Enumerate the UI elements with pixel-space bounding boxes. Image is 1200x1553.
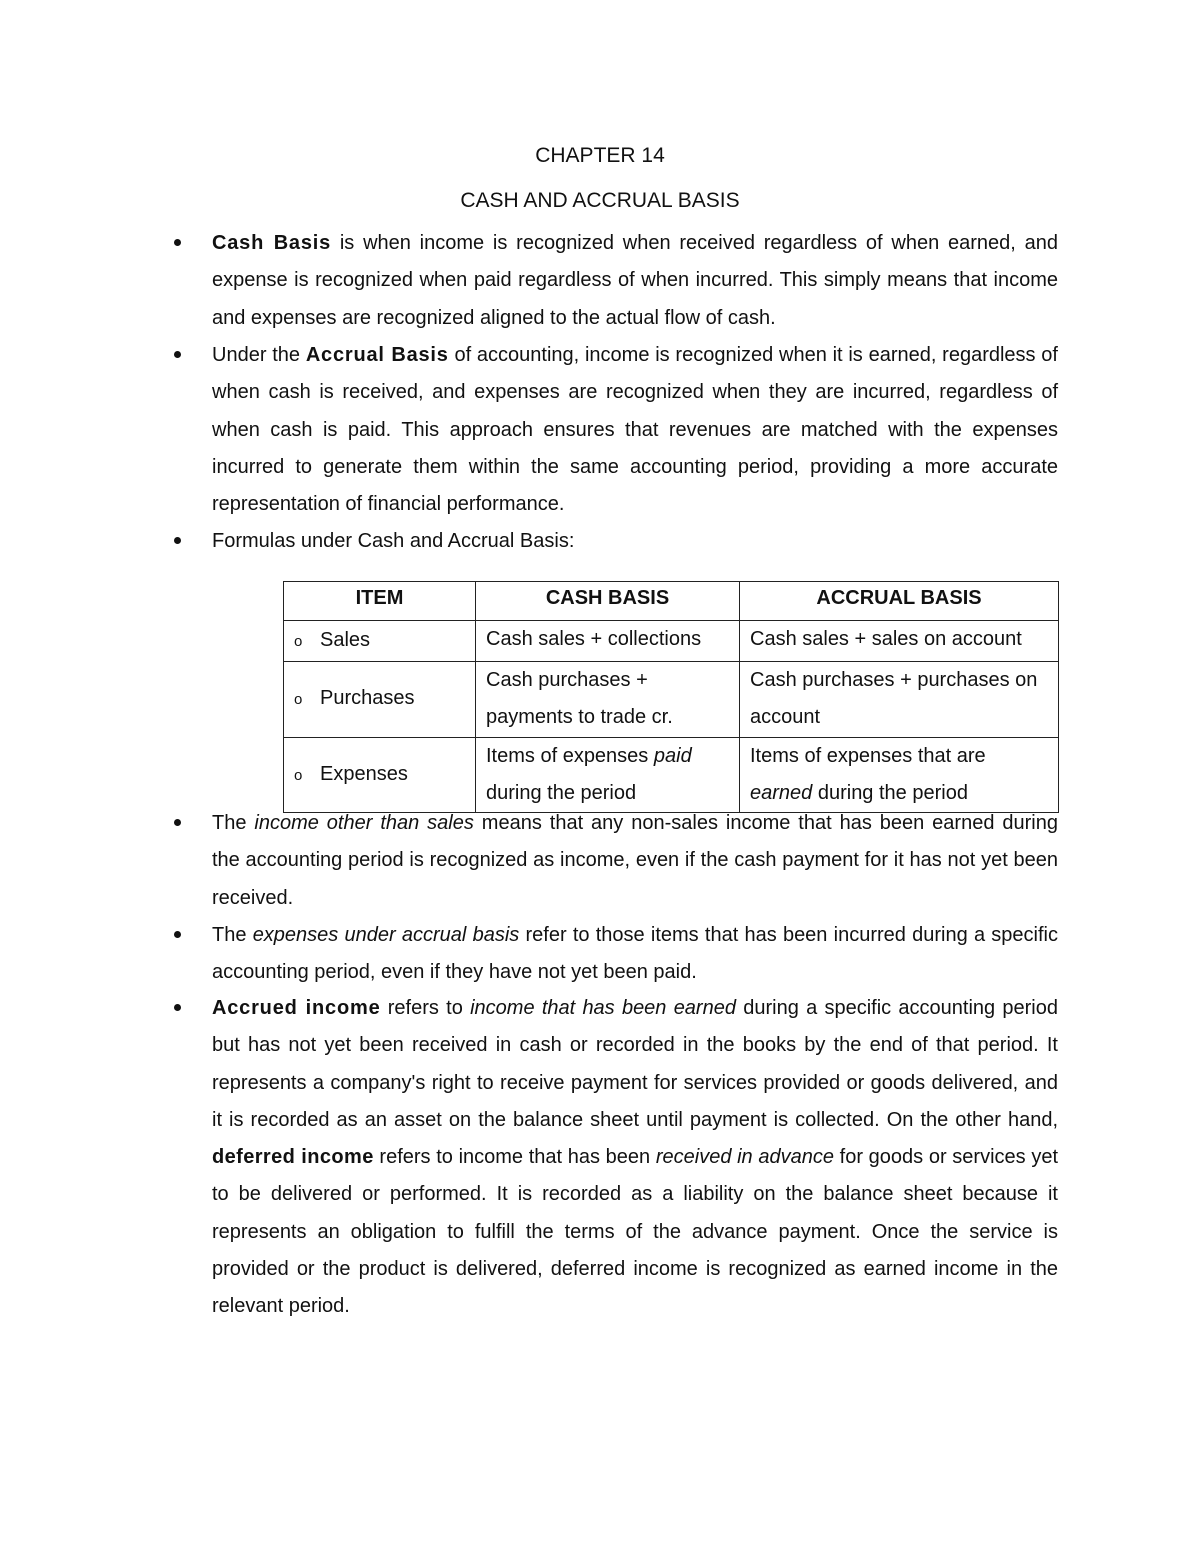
sub-bullet-icon: o (294, 632, 303, 650)
sub-bullet-icon: o (294, 691, 303, 709)
bullet-dot-icon (174, 239, 181, 246)
cell-text: during the period (486, 781, 637, 804)
item-label: Purchases (320, 687, 415, 710)
header-accrual-basis: ACCRUAL BASIS (740, 582, 1059, 621)
paragraph (212, 337, 1058, 523)
accrual-cell: Cash sales + sales on account (740, 621, 1059, 662)
bullet-dot-icon (174, 537, 181, 544)
paragraph (212, 917, 1058, 992)
paragraph-pre: The (212, 812, 255, 834)
paragraph-emphasis: expenses under accrual basis (252, 924, 520, 946)
paragraph-text: refer to those items that has been incurred during a specific accounting period, even if they have not yet been paid. (212, 924, 1058, 984)
paragraph-text: is when income is recognized when received regardless of when earned, and expense is recognized when paid regardless of when incurred. This simply means that income and expenses are recognized aligned to the actual flow of cash. (212, 232, 1058, 329)
paragraph-emphasis: income that has been earned (470, 997, 736, 1019)
paragraph-text: during a specific accounting period but has not yet been received in cash or recorded in the books by the end of that period. It represents a company's right to receive payment for services provided or goods delivered, and it is recorded as an asset on the balance sheet until payment is collected. On the other hand, (212, 997, 1058, 1131)
accrual-cell (740, 737, 1059, 813)
bullet-cash-basis (212, 225, 1058, 337)
paragraph-emphasis: received in advance (655, 1146, 834, 1169)
paragraph (212, 990, 1058, 1326)
paragraph-pre: Under the (212, 344, 306, 366)
paragraph-text: for goods or services yet to be delivered or performed. It is recorded as a liability on the balance sheet because it represents an obligation to fulfill the terms of the advance payment. Once the service is provided or the product is delivered, deferred income is recognized as earned income in the relevant period. (212, 1146, 1059, 1318)
paragraph-text: of accounting, income is recognized when it is earned, regardless of when cash is received, and expenses are recognized when they are incurred, regardless of when cash is paid. This approach ensures that revenues are matched with the expenses incurred to generate them within the same accounting period, providing a more accurate representation of financial performance. (212, 344, 1058, 516)
cell-text: Items of expenses (486, 744, 654, 767)
bullet-formulas (212, 523, 1058, 560)
paragraph (212, 805, 1058, 917)
paragraph-text: refers to income that has been (373, 1146, 656, 1169)
bullet-accrued-income (212, 990, 1058, 1326)
chapter-heading: CHAPTER 14 (535, 144, 665, 167)
cash-cell (476, 737, 740, 813)
sub-bullet-icon: o (294, 766, 303, 784)
cell-emphasis: paid (653, 744, 692, 767)
item-cell (284, 662, 476, 738)
paragraph-text: refers to (380, 997, 471, 1019)
item-label: Expenses (320, 762, 408, 785)
cell-text: during the period (812, 781, 968, 804)
cash-cell: Cash sales + collections (476, 621, 740, 662)
table-row (284, 621, 1059, 662)
term-cash-basis: Cash Basis (212, 232, 332, 254)
bullet-dot-icon (174, 819, 181, 826)
chapter-title: CASH AND ACCRUAL BASIS (460, 189, 740, 212)
bullet-dot-icon (174, 1004, 181, 1011)
bullet-dot-icon (174, 351, 181, 358)
formulas-table (283, 581, 1059, 813)
item-label: Sales (320, 628, 371, 651)
cell-text: Items of expenses that are (750, 744, 986, 767)
term-accrued-income: Accrued income (212, 997, 381, 1019)
accrual-cell: Cash purchases + purchases on account (740, 662, 1059, 738)
paragraph (212, 225, 1058, 337)
table-row (284, 662, 1059, 738)
header-cash-basis: CASH BASIS (476, 582, 740, 621)
item-cell (284, 621, 476, 662)
cash-cell: Cash purchases + payments to trade cr. (476, 662, 740, 738)
term-deferred-income: deferred income (212, 1146, 374, 1169)
paragraph-text: Formulas under Cash and Accrual Basis: (212, 530, 575, 552)
paragraph-text: means that any non-sales income that has been earned during the accounting period is recognized as income, even if the cash payment for it has not yet been received. (212, 812, 1058, 909)
table-row (284, 737, 1059, 813)
bullet-expenses-accrual (212, 917, 1058, 992)
table-header-row (284, 582, 1059, 621)
term-accrual-basis: Accrual Basis (305, 344, 449, 366)
bullet-dot-icon (174, 931, 181, 938)
paragraph-emphasis: income other than sales (254, 812, 474, 834)
item-cell (284, 737, 476, 813)
cell-emphasis: earned (750, 781, 813, 804)
paragraph-pre: The (212, 924, 253, 946)
bullet-income-other (212, 805, 1058, 917)
bullet-accrual-basis (212, 337, 1058, 523)
header-item: ITEM (284, 582, 476, 621)
